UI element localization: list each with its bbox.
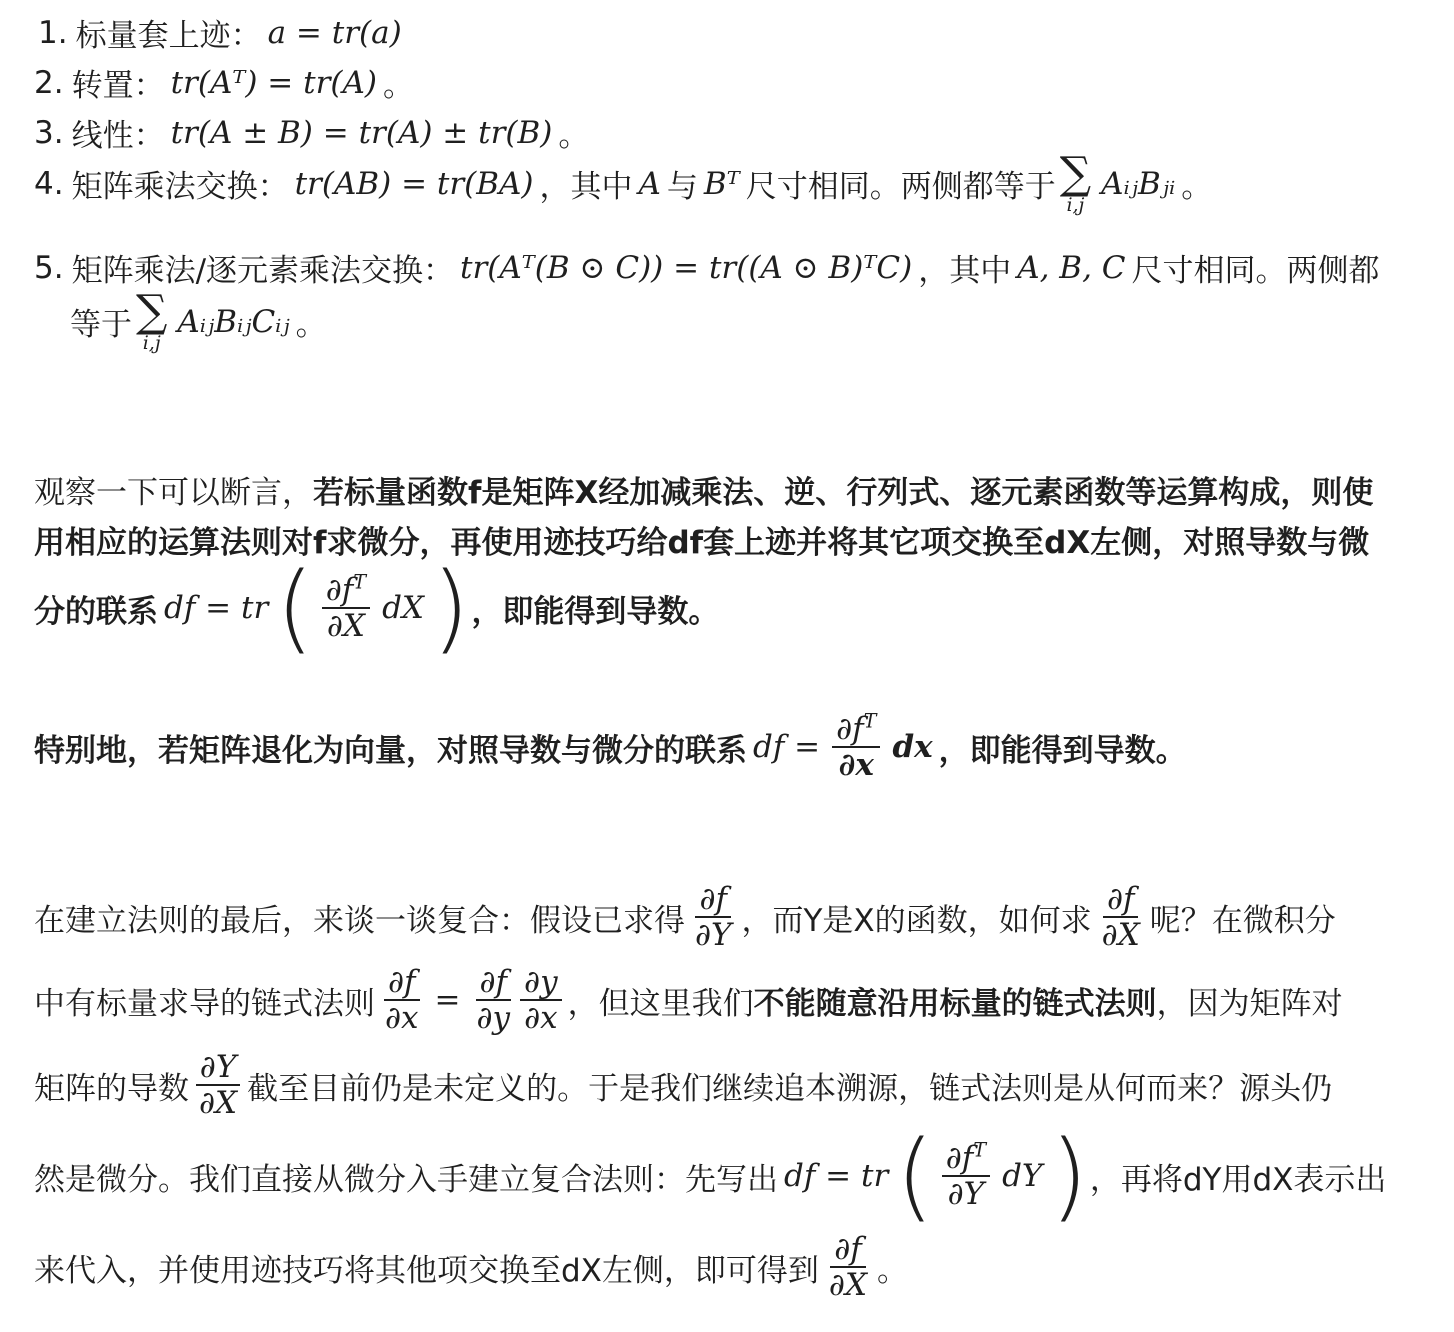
- bold-text: 若标量函数f是矩阵X经加减乘法、逆、行列式、逐元素函数等运算构成，则使: [313, 475, 1374, 511]
- text: ，而Y是X的函数，如何求: [741, 902, 1092, 939]
- list-item-5: [34, 245, 1380, 290]
- bold-text: 用相应的运算法则对f求微分，再使用迹技巧给df套上迹并将其它项交换至dX左侧，对照导数与微: [34, 525, 1370, 561]
- text: 然是微分。我们直接从微分入手建立复合法则：先写出: [34, 1161, 778, 1198]
- fraction: $\frac{\partial Y}{\partial X}$: [195, 1050, 241, 1120]
- para2-line: [34, 709, 1187, 784]
- text: ，其中: [918, 253, 1012, 289]
- fraction: $\frac{\partial f}{\partial x}$: [385, 964, 419, 1037]
- list-item-tail: 。: [1181, 169, 1213, 205]
- list-item-tail: 。: [558, 118, 590, 154]
- list-item-1: [38, 10, 408, 55]
- text: 矩阵的导数: [34, 1070, 189, 1107]
- bold-text: ，即能得到导数。: [471, 593, 720, 630]
- left-paren: (: [276, 552, 314, 664]
- list-item-2: [34, 60, 414, 105]
- list-item-label: 标量套上迹：: [75, 18, 262, 54]
- text: ，再将dY用dX表示出: [1089, 1161, 1387, 1198]
- list-item-tail: 。: [382, 68, 414, 104]
- summation: [1059, 148, 1092, 216]
- numerator: $\partial f^T$: [832, 712, 880, 748]
- para1-line2: [34, 517, 1369, 562]
- bold-text: 分的联系: [34, 593, 158, 630]
- formula: tr(Aᵀ(B ⊙ C)) = tr((A ⊙ B)ᵀC): [460, 249, 913, 286]
- list-item-4: [34, 148, 1213, 216]
- fraction: [832, 709, 880, 784]
- right-paren: ): [1050, 1120, 1088, 1232]
- var: Bᵀ: [703, 165, 740, 202]
- text: 尺寸相同。两侧都: [1131, 253, 1380, 289]
- list-item-label: 转置：: [71, 68, 165, 104]
- para3-line4: [34, 1120, 1387, 1232]
- fraction: $\frac{\partial f}{\partial X}$: [1101, 881, 1140, 954]
- list-item-5-cont: [70, 286, 327, 354]
- bold-text: ，即能得到导数。: [938, 732, 1187, 769]
- denominator: ∂X: [326, 608, 365, 644]
- formula: df = tr: [784, 1158, 889, 1194]
- formula: dx: [892, 729, 933, 766]
- fraction: $\frac{\partial f}{\partial y}$: [476, 964, 511, 1037]
- sigma-symbol: ∑: [136, 286, 168, 337]
- summation: [136, 286, 168, 354]
- text: ，其中: [539, 169, 633, 205]
- para3-line3: [34, 1050, 1332, 1120]
- text: ，但这里我们: [567, 985, 754, 1022]
- text: 尺寸相同。两侧都等于: [745, 169, 1056, 205]
- text: 呢？在微积分: [1149, 902, 1336, 939]
- text: 等于: [70, 307, 132, 343]
- bold-text: 不能随意沿用标量的链式法则: [753, 985, 1157, 1022]
- formula: tr(Aᵀ) = tr(A): [170, 64, 377, 101]
- sum-limit: i,j: [142, 332, 161, 354]
- list-item-label: 线性：: [71, 118, 165, 154]
- equals: =: [434, 982, 461, 1019]
- right-paren: ): [431, 552, 470, 664]
- sigma-symbol: ∑: [1059, 148, 1092, 199]
- text: ，因为矩阵对: [1156, 985, 1343, 1022]
- numerator: $\partial f^T$: [322, 573, 370, 609]
- text: 来代入，并使用迹技巧将其他项交换至dX左侧，即可得到: [34, 1252, 819, 1289]
- list-number: 4.: [34, 165, 64, 202]
- list-number: 3.: [34, 114, 64, 151]
- list-item-label: 矩阵乘法/逐元素乘法交换：: [71, 253, 455, 289]
- text: 截至目前仍是未定义的。于是我们继续追本溯源，链式法则是从何而来？源头仍: [247, 1070, 1333, 1107]
- text: 观察一下可以断言，: [34, 475, 313, 511]
- text: 与: [666, 169, 698, 205]
- denominator: ∂x: [838, 747, 874, 784]
- list-item-3: [34, 110, 589, 155]
- bold-text: 特别地，若矩阵退化为向量，对照导数与微分的联系: [34, 732, 747, 769]
- list-item-tail: 。: [295, 307, 327, 343]
- fraction: $\frac{\partial y}{\partial x}$: [520, 965, 562, 1035]
- formula: df =: [753, 729, 821, 766]
- para3-line5: [34, 1232, 908, 1302]
- list-number: 2.: [34, 64, 64, 101]
- sum-body: AᵢⱼBᵢⱼCᵢⱼ: [177, 303, 290, 340]
- formula: df = tr: [164, 590, 269, 626]
- text: 在建立法则的最后，来谈一谈复合：假设已求得: [34, 902, 685, 939]
- formula: dX: [382, 590, 424, 626]
- formula: a = tr(a): [267, 14, 402, 51]
- var: A: [638, 165, 661, 202]
- para3-line2: [34, 965, 1343, 1035]
- sum-limit: i,j: [1066, 194, 1085, 216]
- para1-line1: [34, 467, 1373, 512]
- fraction: $\frac{\partial f}{\partial X}$: [828, 1231, 868, 1304]
- list-item-label: 矩阵乘法交换：: [71, 169, 289, 205]
- para3-line1: [34, 882, 1336, 952]
- sum-body: AᵢⱼBⱼᵢ: [1101, 165, 1176, 202]
- text: 中有标量求导的链式法则: [34, 985, 375, 1022]
- formula: dY: [1002, 1158, 1043, 1194]
- list-number: 1.: [38, 14, 68, 51]
- fraction: $\frac{\partial f^T}{\partial Y}$: [942, 1141, 990, 1211]
- vars: A, B, C: [1017, 249, 1126, 286]
- list-number: 5.: [34, 249, 64, 286]
- left-paren: (: [896, 1120, 934, 1232]
- text: 。: [877, 1252, 909, 1289]
- para1-line3: [34, 552, 720, 664]
- fraction: $\frac{\partial f}{\partial Y}$: [695, 881, 732, 954]
- formula: tr(A ± B) = tr(A) ± tr(B): [170, 114, 553, 151]
- formula: tr(AB) = tr(BA): [294, 165, 534, 202]
- fraction: [322, 570, 370, 644]
